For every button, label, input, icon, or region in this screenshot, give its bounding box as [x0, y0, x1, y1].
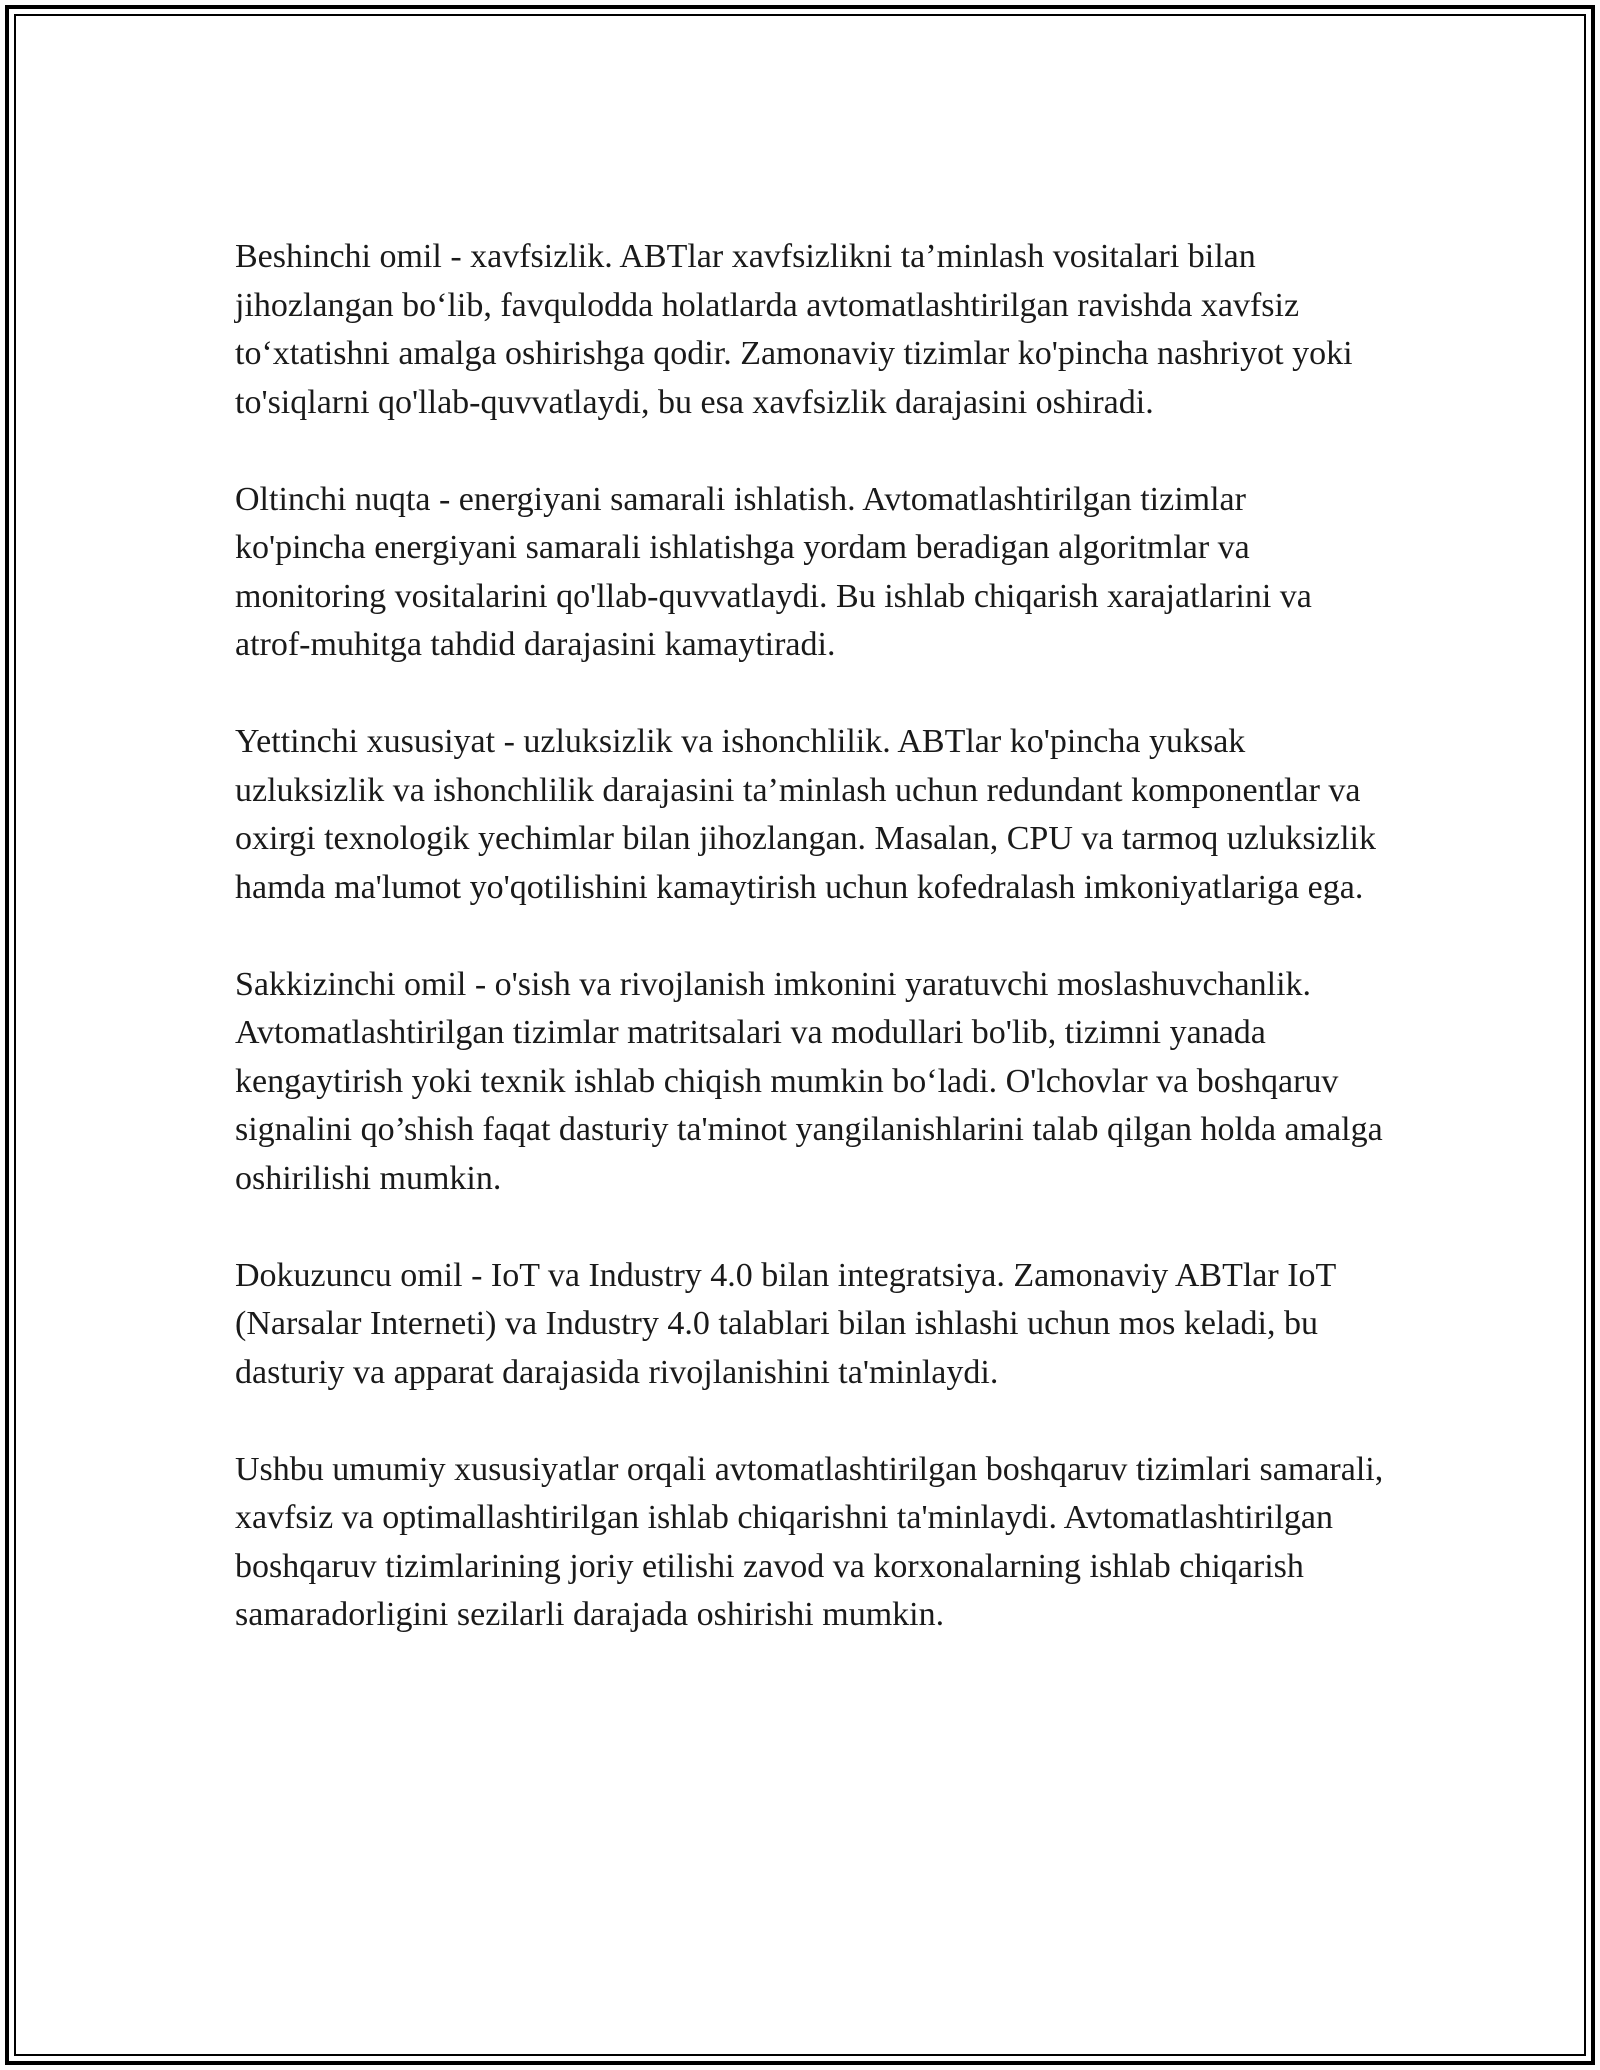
paragraph-reliability: Yettinchi xususiyat - uzluksizlik va ishonchlilik. ABTlar ko'pincha yuksak uzluksizlik va ishonchlilik darajasini ta’minlash uchun redundant komponentlar va oxirgi texnologik yechimlar bilan jihozlangan. Masalan, CPU va tarmoq uzluksizlik hamda ma'lumot yo'qotilishini kamaytirish uchun kofedralash imkoniyatlariga ega.: [235, 723, 1376, 906]
paragraph-energy: Oltinchi nuqta - energiyani samarali ishlatish. Avtomatlashtirilgan tizimlar ko'pincha energiyani samarali ishlatishga yordam beradigan algoritmlar va monitoring vositalarini qo'llab-quvvatlaydi. Bu ishlab chiqarish xarajatlarini va atrof-muhitga tahdid darajasini kamaytiradi.: [235, 480, 1312, 663]
paragraph-iot-integration: Dokuzuncu omil - IoT va Industry 4.0 bilan integratsiya. Zamonaviy ABTlar IoT (Narsalar Interneti) va Industry 4.0 talablari bilan ishlashi uchun mos keladi, bu dasturiy va apparat darajasida rivojlanishini ta'minlaydi.: [235, 1256, 1336, 1391]
document-body: [235, 233, 1385, 1640]
paragraph-flexibility: Sakkizinchi omil - o'sish va rivojlanish imkonini yaratuvchi moslashuvchanlik. Avtomatlashtirilgan tizimlar matritsalari va modullari bo'lib, tizimni yanada kengaytirish yoki texnik ishlab chiqish mumkin bo‘ladi. O'lchovlar va boshqaruv signalini qo’shish faqat dasturiy ta'minot yangilanishlarini talab qilgan holda amalga oshirilishi mumkin.: [235, 965, 1383, 1197]
paragraph-summary: Ushbu umumiy xususiyatlar orqali avtomatlashtirilgan boshqaruv tizimlari samarali, xavfsiz va optimallashtirilgan ishlab chiqarishni ta'minlaydi. Avtomatlashtirilgan boshqaruv tizimlarining joriy etilishi zavod va korxonalarning ishlab chiqarish samaradorligini sezilarli darajada oshirishi mumkin.: [235, 1450, 1384, 1633]
paragraph-safety: Beshinchi omil - xavfsizlik. ABTlar xavfsizlikni ta’minlash vositalari bilan jihozlangan bo‘lib, favqulodda holatlarda avtomatlashtirilgan ravishda xavfsiz to‘xtatishni amalga oshirishga qodir. Zamonaviy tizimlar ko'pincha nashriyot yoki to'siqlarni qo'llab-quvvatlaydi, bu esa xavfsizlik darajasini oshiradi.: [235, 238, 1353, 421]
